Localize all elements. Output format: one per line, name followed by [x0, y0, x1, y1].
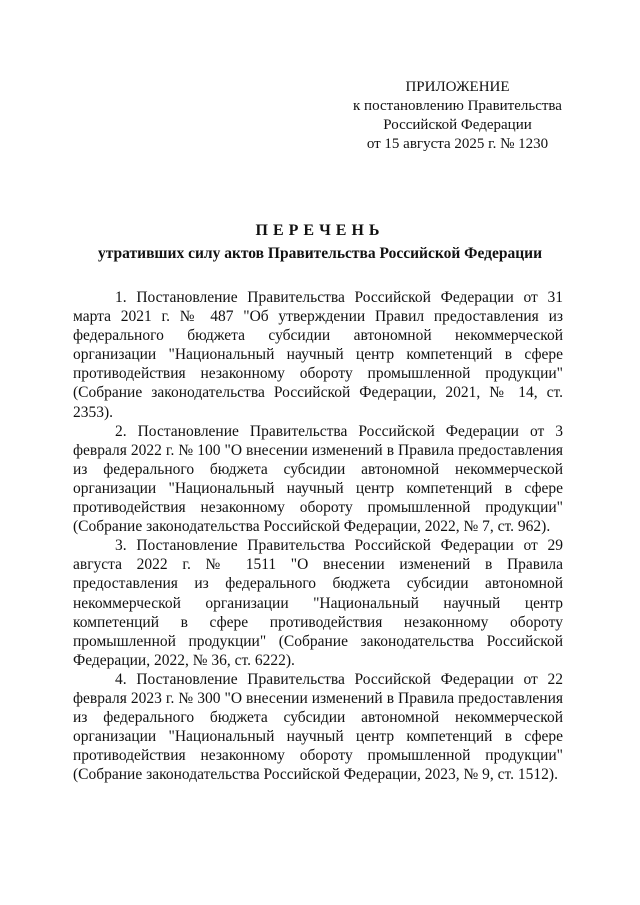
item-number: 3. — [115, 537, 127, 555]
list-item — [73, 422, 563, 537]
appendix-resolution-line: к постановлению Правительства — [353, 98, 562, 114]
document-title: ПЕРЕЧЕНЬ — [255, 222, 385, 239]
list-item — [73, 536, 563, 670]
item-text: Постановление Правительства Российской Федерации от 31 марта 2021 г. № 487 "Об утверждении Правил предоставления из федерального бюджета субсидии автономной некоммерческой организации "Национальный научный центр компетенций в сфере противодействия незаконному обороту промышленной продукции" (Собрание законодательства Российской Федерации, 2021, № 14, ст. 2353). — [73, 289, 563, 421]
item-number: 2. — [115, 422, 127, 440]
item-number: 1. — [115, 289, 127, 306]
appendix-government-line: Российской Федерации — [383, 117, 532, 133]
document-subtitle: утративших силу актов Правительства Российской Федерации — [98, 245, 542, 262]
list-item — [73, 670, 563, 785]
appendix-header — [340, 78, 575, 154]
list-item — [73, 288, 563, 422]
appendix-label: ПРИЛОЖЕНИЕ — [405, 79, 510, 95]
item-number: 4. — [115, 670, 127, 688]
item-text: Постановление Правительства Российской Федерации от 3 февраля 2022 г. № 100 "О внесении изменений в Правила предоставления из федерального бюджета субсидии автономной некоммерческой организации "Национальный научный центр компетенций в сфере противодействия незаконному обороту промышленной продукции" (Собрание законодательства Российской Федерации, 2022, № 7, ст. 962). — [73, 422, 563, 536]
item-text: Постановление Правительства Российской Федерации от 29 августа 2022 г. № 1511 "О внесении изменений в Правила предоставления из федерального бюджета субсидии автономной некоммерческой организации "Национальный научный центр компетенций в сфере противодействия незаконному обороту промышленной продукции" (Собрание законодательства Российской Федерации, 2022, № 36, ст. 6222). — [73, 537, 563, 669]
item-text: Постановление Правительства Российской Федерации от 22 февраля 2023 г. № 300 "О внесении изменений в Правила предоставления из федерального бюджета субсидии автономной некоммерческой организации "Национальный научный центр компетенций в сфере противодействия незаконному обороту промышленной продукции" (Собрание законодательства Российской Федерации, 2023, № 9, ст. 1512). — [73, 670, 563, 784]
acts-list — [73, 288, 563, 784]
appendix-date-number-line: от 15 августа 2025 г. № 1230 — [366, 136, 549, 152]
